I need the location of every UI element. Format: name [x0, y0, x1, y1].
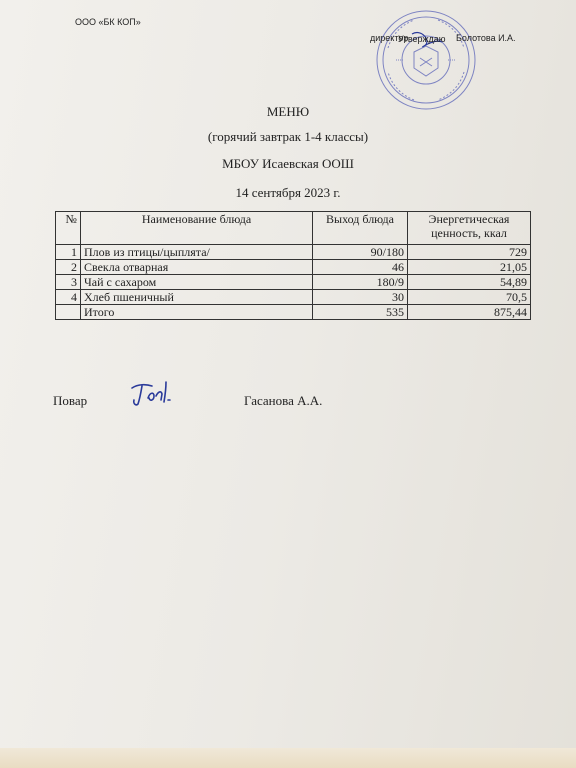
official-stamp [374, 8, 478, 112]
total-energy: 875,44 [408, 305, 531, 320]
table-row [56, 245, 531, 260]
header-dish-name: Наименование блюда [81, 212, 313, 245]
cook-name: Гасанова А.А. [244, 393, 323, 408]
director-label: директор [370, 33, 409, 43]
approval-label: Утверждаю [398, 34, 446, 44]
table-row [56, 290, 531, 305]
dish-energy: 729 [408, 245, 531, 260]
dish-output: 30 [313, 290, 408, 305]
background-fabric [0, 748, 576, 768]
table-header-row [56, 212, 531, 245]
header-output: Выход блюда [313, 212, 408, 245]
cook-signature [128, 378, 178, 408]
row-number: 4 [56, 290, 81, 305]
table-total-row [56, 305, 531, 320]
menu-table [55, 211, 531, 320]
header-number: № [56, 212, 81, 245]
row-number: 3 [56, 275, 81, 290]
document-title: МЕНЮ [266, 104, 310, 119]
dish-name: Плов из птицы/цыплята/ [81, 245, 313, 260]
dish-name: Хлеб пшеничный [81, 290, 313, 305]
total-number-cell [56, 305, 81, 320]
dish-output: 90/180 [313, 245, 408, 260]
school-name: МБОУ Исаевская ООШ [222, 156, 354, 171]
dish-name: Свекла отварная [81, 260, 313, 275]
header-energy: Энергетическая ценность, ккал [408, 212, 531, 245]
cook-label: Повар [53, 393, 88, 408]
organization-name: ООО «БК КОП» [75, 17, 141, 27]
total-label: Итого [81, 305, 313, 320]
dish-output: 46 [313, 260, 408, 275]
menu-date: 14 сентября 2023 г. [235, 185, 341, 200]
dish-output: 180/9 [313, 275, 408, 290]
meal-type: (горячий завтрак 1-4 классы) [207, 129, 369, 144]
dish-energy: 21,05 [408, 260, 531, 275]
table-row [56, 260, 531, 275]
dish-name: Чай с сахаром [81, 275, 313, 290]
dish-energy: 70,5 [408, 290, 531, 305]
table-row [56, 275, 531, 290]
director-name: Болотова И.А. [456, 33, 516, 43]
total-output: 535 [313, 305, 408, 320]
dish-energy: 54,89 [408, 275, 531, 290]
row-number: 1 [56, 245, 81, 260]
row-number: 2 [56, 260, 81, 275]
